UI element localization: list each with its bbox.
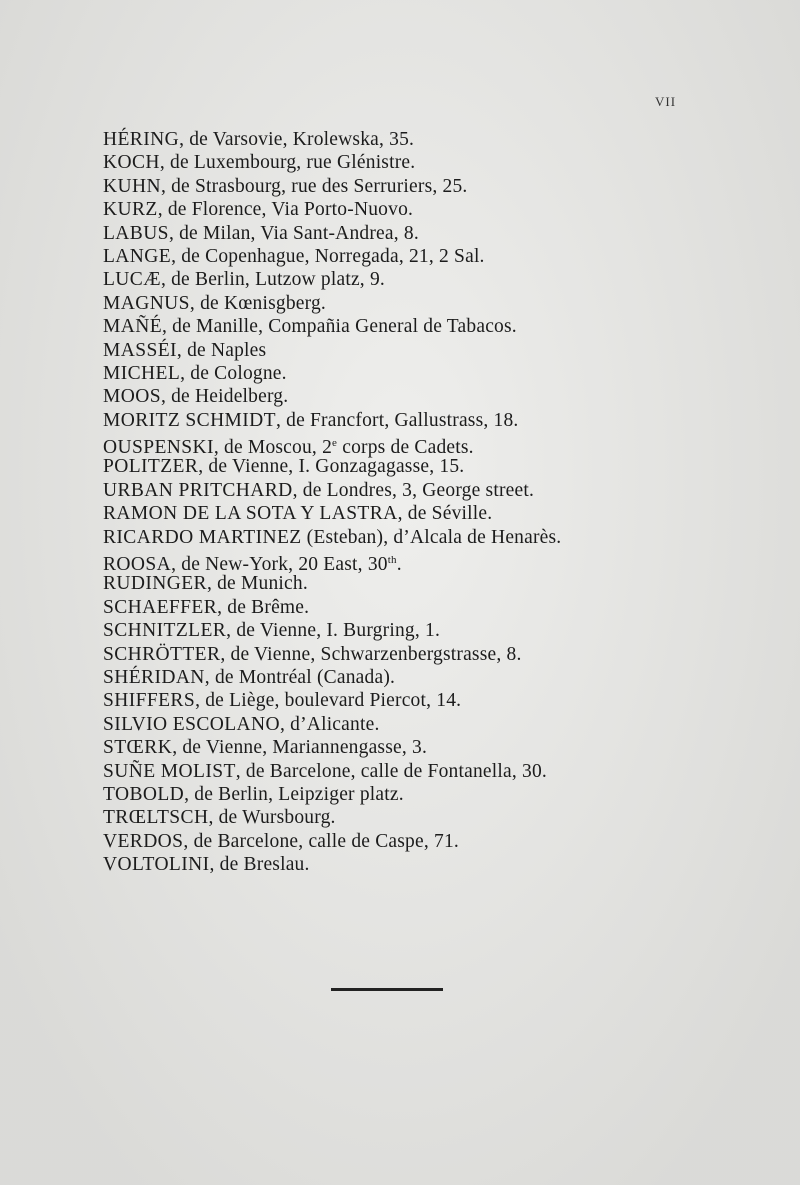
entry-details: , de Berlin, Lutzow platz, 9. [160, 269, 385, 291]
entry-list [103, 128, 561, 877]
entry-details: , de Cologne. [180, 362, 287, 384]
entry-name: SUÑE MOLIST [103, 760, 236, 782]
entry-details: (Esteban), d’Alcala de Henarès. [301, 526, 562, 548]
list-item [103, 455, 561, 478]
entry-details: , de Berlin, Leipziger platz. [184, 783, 404, 805]
entry-details: , de Montréal (Canada). [204, 666, 396, 688]
list-item [103, 643, 561, 666]
entry-details: , de Kœnisgberg. [189, 292, 326, 314]
entry-details: , de Varsovie, Krolewska, 35. [179, 129, 415, 150]
entry-name: MOOS [103, 386, 161, 408]
entry-name: RUDINGER [103, 573, 207, 595]
entry-name: LUCÆ [103, 269, 161, 291]
entry-details: , de Vienne, I. Burgring, 1. [226, 620, 441, 642]
list-item [103, 315, 561, 338]
entry-details: , de Wursbourg. [208, 807, 336, 829]
entry-name: POLITZER [103, 456, 199, 478]
entry-details: , d’Alicante. [280, 713, 380, 735]
entry-details: , de Brême. [217, 596, 310, 618]
entry-name: VOLTOLINI [103, 854, 210, 876]
entry-superscript: e [332, 437, 338, 450]
list-item [103, 198, 561, 221]
list-item [103, 175, 561, 198]
list-item [103, 222, 561, 245]
entry-details: , de Munich. [206, 573, 308, 595]
list-item [103, 713, 561, 736]
list-item [103, 268, 561, 291]
entry-details: , de Liège, boulevard Piercot, 14. [195, 690, 462, 712]
entry-name: SHÉRIDAN [103, 666, 205, 688]
entry-name: LANGE [103, 245, 172, 267]
entry-details: , de Barcelone, calle de Caspe, 71. [183, 830, 459, 852]
list-item [103, 783, 561, 806]
list-item [103, 245, 561, 268]
list-item [103, 572, 561, 595]
list-item [103, 432, 561, 459]
entry-name: MASSÉI [103, 339, 177, 361]
entry-name: VERDOS [103, 830, 184, 852]
entry-details: , de Milan, Via Sant-Andrea, 8. [168, 222, 419, 244]
entry-superscript: th [387, 554, 397, 567]
entry-details: , de Francfort, Gallustrass, 18. [275, 409, 519, 431]
list-item [103, 502, 561, 525]
entry-name: MAGNUS [103, 292, 190, 314]
list-item [103, 666, 561, 689]
list-item [103, 292, 561, 315]
end-rule [331, 988, 443, 991]
entry-name: SCHNITZLER [103, 620, 227, 642]
entry-name: KUHN [103, 175, 161, 197]
entry-name: MORITZ SCHMIDT [103, 409, 276, 431]
list-item [103, 830, 561, 853]
entry-name: LABUS [103, 222, 169, 244]
list-item [103, 339, 561, 362]
entry-name: MAÑÉ [103, 316, 163, 338]
entry-details-tail: . [396, 554, 402, 576]
list-item [103, 362, 561, 385]
list-item [103, 409, 561, 432]
page-number: VII [655, 94, 677, 109]
entry-details: , de Vienne, Mariannengasse, 3. [172, 737, 428, 759]
entry-name: SILVIO ESCOLANO [103, 713, 280, 735]
entry-name: KOCH [103, 152, 160, 174]
list-item [103, 760, 561, 783]
entry-details: , de Moscou, 2 [213, 437, 333, 459]
list-item [103, 806, 561, 829]
list-item [103, 526, 561, 549]
entry-details: , de Copenhague, Norregada, 21, 2 Sal. [171, 245, 485, 267]
entry-details: , de New-York, 20 East, 30 [171, 554, 388, 576]
list-item [103, 549, 561, 576]
entry-details-tail: corps de Cadets. [337, 437, 474, 459]
entry-name: KURZ [103, 199, 158, 221]
entry-details: , de Londres, 3, George street. [292, 479, 535, 501]
entry-name: TRŒLTSCH [103, 807, 209, 829]
entry-name: URBAN PRITCHARD [103, 479, 293, 501]
list-item [103, 596, 561, 619]
entry-details: , de Séville. [397, 503, 493, 525]
entry-name: RAMON DE LA SOTA Y LASTRA [103, 503, 398, 525]
entry-details: , de Heidelberg. [160, 386, 289, 408]
entry-details: , de Naples [176, 339, 267, 361]
entry-details: , de Barcelone, calle de Fontanella, 30. [235, 760, 547, 782]
list-item [103, 385, 561, 408]
entry-details: , de Strasbourg, rue des Serruriers, 25. [160, 175, 468, 197]
list-item [103, 151, 561, 174]
entry-details: , de Manille, Compañia General de Tabacos. [162, 316, 517, 338]
entry-details: , de Luxembourg, rue Glénistre. [159, 152, 416, 174]
list-item [103, 619, 561, 642]
entry-details: , de Florence, Via Porto-Nuovo. [157, 199, 414, 221]
entry-name: SHIFFERS [103, 690, 196, 712]
entry-name: OUSPENSKI [103, 437, 214, 459]
entry-name: SCHRÖTTER [103, 643, 221, 665]
entry-name: TOBOLD [103, 783, 185, 805]
entry-details: , de Breslau. [209, 854, 310, 876]
list-item [103, 736, 561, 759]
entry-name: HÉRING [103, 129, 180, 150]
entry-name: MICHEL [103, 362, 181, 384]
entry-details: , de Vienne, I. Gonzagagasse, 15. [198, 456, 465, 478]
list-item [103, 128, 561, 151]
list-item [103, 479, 561, 502]
entry-details: , de Vienne, Schwarzenbergstrasse, 8. [220, 643, 522, 665]
entry-name: SCHAEFFER [103, 596, 218, 618]
entry-name: STŒRK [103, 737, 173, 759]
list-item [103, 853, 561, 876]
entry-name: ROOSA [103, 554, 172, 576]
list-item [103, 689, 561, 712]
entry-name: RICARDO MARTINEZ [103, 526, 302, 548]
